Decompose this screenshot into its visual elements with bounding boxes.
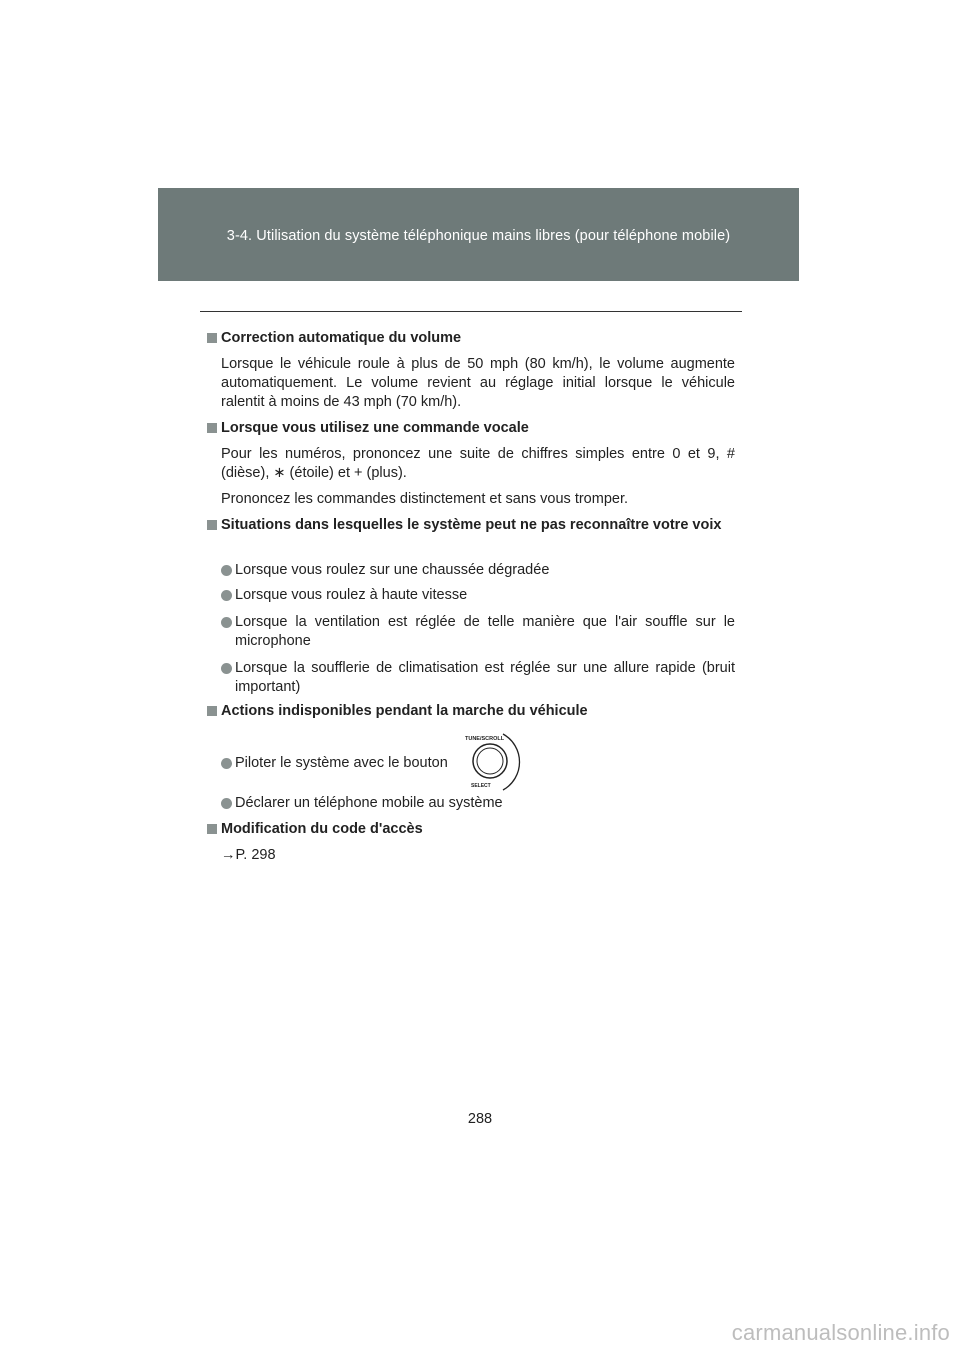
section-heading-text: Actions indisponibles pendant la marche du véhicule (221, 703, 588, 719)
section-heading-text: Lorsque vous utilisez une commande vocale (221, 420, 529, 436)
list-item-text: Déclarer un téléphone mobile au système (235, 795, 503, 811)
list-item-text: Lorsque la ventilation est réglée de telle manière que l'air souffle sur le microphone (235, 614, 735, 649)
section-heading-recognition (207, 516, 735, 535)
list-item (221, 794, 735, 813)
section-text-numbers: Pour les numéros, prononcez une suite de chiffres simples entre 0 et 9, # (dièse), ∗ (étoile) et + (plus). (221, 446, 735, 481)
list-item (221, 613, 735, 651)
section-heading-volume (207, 330, 461, 346)
page-reference: →P. 298 (221, 847, 276, 863)
square-bullet-icon (207, 824, 217, 834)
tune-scroll-knob-icon (463, 732, 521, 792)
round-bullet-icon (221, 590, 232, 601)
knob-label-top: TUNE/SCROLL (465, 736, 505, 742)
section-heading-unavailable-actions (207, 703, 588, 719)
square-bullet-icon (207, 520, 217, 530)
round-bullet-icon (221, 565, 232, 576)
list-item (221, 754, 461, 773)
round-bullet-icon (221, 798, 232, 809)
page-number: 288 (467, 1111, 493, 1127)
section-heading-text: Modification du code d'accès (221, 821, 423, 837)
square-bullet-icon (207, 706, 217, 716)
section-heading-text: Correction automatique du volume (221, 330, 462, 346)
round-bullet-icon (221, 758, 232, 769)
list-item (221, 659, 735, 697)
square-bullet-icon (207, 423, 217, 433)
section-divider (200, 311, 742, 312)
list-item (221, 586, 735, 605)
list-item-text: Lorsque vous roulez à haute vitesse (235, 587, 468, 603)
section-heading-voice-command (207, 420, 529, 436)
section-text-pronounce: Prononcez les commandes distinctement et sans vous tromper. (221, 491, 628, 507)
list-item-text: Lorsque la soufflerie de climatisation est réglée sur une allure rapide (bruit important) (235, 660, 735, 695)
chapter-header-band (158, 188, 799, 281)
chapter-title: 3-4. Utilisation du système téléphonique mains libres (pour téléphone mobile) (226, 228, 731, 244)
watermark: carmanualsonline.info (731, 1320, 950, 1345)
round-bullet-icon (221, 617, 232, 628)
section-heading-passcode (207, 821, 423, 837)
knob-label-bottom: SELECT (471, 783, 491, 789)
list-item-text: Lorsque vous roulez sur une chaussée dégradée (235, 562, 550, 578)
round-bullet-icon (221, 663, 232, 674)
section-text-volume: Lorsque le véhicule roule à plus de 50 mph (80 km/h), le volume augmente automatiquement. Le volume revient au réglage initial lorsque le véhicule ralentit à moins de 43 mph (70 km/h). (221, 356, 735, 410)
list-item-text: Piloter le système avec le bouton (235, 755, 448, 771)
section-heading-text: Situations dans lesquelles le système peut ne pas reconnaître votre voix (221, 517, 722, 533)
square-bullet-icon (207, 333, 217, 343)
list-item (221, 561, 735, 580)
